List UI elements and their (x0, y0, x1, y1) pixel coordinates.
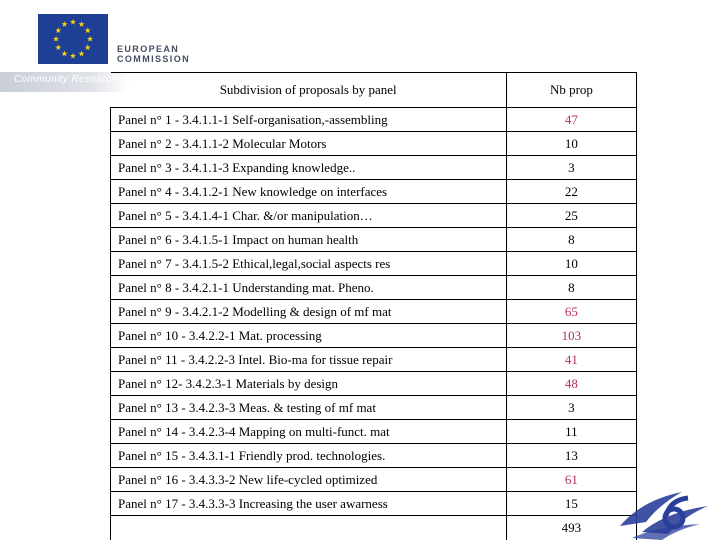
panel-count: 25 (506, 204, 636, 228)
panel-count: 65 (506, 300, 636, 324)
panel-label: Panel n° 8 - 3.4.2.1-1 Understanding mat. Pheno. (111, 276, 507, 300)
commission-name (117, 44, 190, 64)
table-row (111, 156, 637, 180)
total-count: 493 (506, 516, 636, 541)
table-row (111, 396, 637, 420)
proposals-table (110, 72, 637, 540)
panel-label: Panel n° 17 - 3.4.3.3-3 Increasing the user awarness (111, 492, 507, 516)
table-row (111, 492, 637, 516)
panel-label: Panel n° 11 - 3.4.2.2-3 Intel. Bio-ma for tissue repair (111, 348, 507, 372)
panel-label: Panel n° 9 - 3.4.2.1-2 Modelling & design of mf mat (111, 300, 507, 324)
panel-count: 61 (506, 468, 636, 492)
panel-count: 10 (506, 132, 636, 156)
panel-count: 8 (506, 276, 636, 300)
panel-label: Panel n° 15 - 3.4.3.1-1 Friendly prod. technologies. (111, 444, 507, 468)
panel-label: Panel n° 6 - 3.4.1.5-1 Impact on human health (111, 228, 507, 252)
panel-label: Panel n° 16 - 3.4.3.3-2 New life-cycled optimized (111, 468, 507, 492)
panel-count: 103 (506, 324, 636, 348)
table-row (111, 252, 637, 276)
panel-count: 41 (506, 348, 636, 372)
panel-label: Panel n° 5 - 3.4.1.4-1 Char. &/or manipulation… (111, 204, 507, 228)
panel-label: Panel n° 2 - 3.4.1.1-2 Molecular Motors (111, 132, 507, 156)
panel-count: 11 (506, 420, 636, 444)
panel-count: 15 (506, 492, 636, 516)
col-header-subdivision: Subdivision of proposals by panel (111, 73, 507, 108)
panel-count: 22 (506, 180, 636, 204)
table-row (111, 108, 637, 132)
panel-count: 3 (506, 156, 636, 180)
col-header-nb-prop: Nb prop (506, 73, 636, 108)
panel-label: Panel n° 3 - 3.4.1.1-3 Expanding knowledge.. (111, 156, 507, 180)
total-label (111, 516, 507, 541)
fp6-logo-icon (612, 482, 716, 540)
table-row (111, 276, 637, 300)
panel-label: Panel n° 10 - 3.4.2.2-1 Mat. processing (111, 324, 507, 348)
table-row (111, 468, 637, 492)
community-research-label: Community Research (14, 74, 118, 85)
table-row (111, 444, 637, 468)
table-row (111, 324, 637, 348)
panel-label: Panel n° 13 - 3.4.2.3-3 Meas. & testing of mf mat (111, 396, 507, 420)
table-row (111, 180, 637, 204)
org-line-1: EUROPEAN (117, 44, 180, 54)
table-row (111, 228, 637, 252)
panel-count: 13 (506, 444, 636, 468)
table-row (111, 132, 637, 156)
panel-count: 10 (506, 252, 636, 276)
panel-count: 8 (506, 228, 636, 252)
panel-label: Panel n° 12- 3.4.2.3-1 Materials by design (111, 372, 507, 396)
panel-label: Panel n° 14 - 3.4.2.3-4 Mapping on multi-funct. mat (111, 420, 507, 444)
panel-count: 47 (506, 108, 636, 132)
table-row (111, 204, 637, 228)
panel-count: 48 (506, 372, 636, 396)
table-row (111, 372, 637, 396)
panel-label: Panel n° 4 - 3.4.1.2-1 New knowledge on interfaces (111, 180, 507, 204)
org-line-2: COMMISSION (117, 54, 191, 64)
panel-count: 3 (506, 396, 636, 420)
panel-label: Panel n° 1 - 3.4.1.1-1 Self-organisation,-assembling (111, 108, 507, 132)
panel-label: Panel n° 7 - 3.4.1.5-2 Ethical,legal,social aspects res (111, 252, 507, 276)
table-row (111, 420, 637, 444)
eu-flag-icon (38, 14, 108, 64)
table-row (111, 300, 637, 324)
table-row (111, 348, 637, 372)
